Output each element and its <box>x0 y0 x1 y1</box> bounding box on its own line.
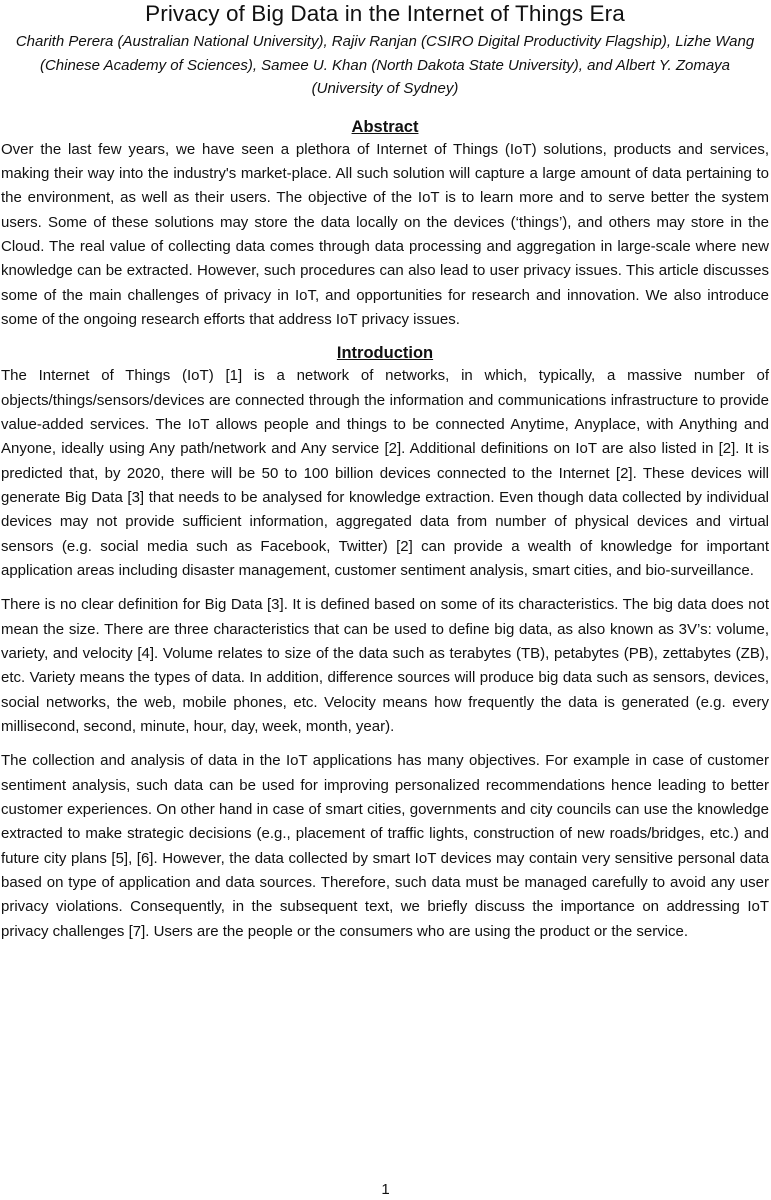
introduction-heading: Introduction <box>336 344 434 363</box>
page-number: 1 <box>381 1181 390 1198</box>
intro-paragraph-1: The Internet of Things (IoT) [1] is a network of networks, in which, typically, a massive number of objects/things/sensors/devices are connected through the information and communications infrastructure to provide value-added services. The IoT allows people and things to be connected Anytime, Anyplace, with Anything and Anyone, ideally using Any path/network and Any service [2]. Additional definitions on IoT are also listed in [2]. It is predicted that, by 2020, there will be 50 to 100 billion devices connected to the Internet [2]. These devices will generate Big Data [3] that needs to be analysed for knowledge extraction. Even though data collected by individual devices may not provide sufficient information, aggregated data from number of physical devices and virtual sensors (e.g. social media such as Facebook, Twitter) [2] can provide a wealth of knowledge for important application areas including disaster management, customer sentiment analysis, smart cities, and bio-surveillance. <box>1 367 769 579</box>
abstract-paragraph: Over the last few years, we have seen a plethora of Internet of Things (IoT) solutions, products and services, making their way into the industry's market-place. All such solution will capture a large amount of data pertaining to the environment, as well as their users. The objective of the IoT is to learn more and to serve better the system users. Some of these solutions may store the data locally on the devices (‘things’), and others may store in the Cloud. The real value of collecting data comes through data processing and aggregation in large-scale where new knowledge can be extracted. However, such procedures can also lead to user privacy issues. This article discusses some of the main challenges of privacy in IoT, and opportunities for research and innovation. We also introduce some of the ongoing research efforts that address IoT privacy issues. <box>1 140 769 328</box>
paper-title: Privacy of Big Data in the Internet of Things Era <box>145 1 625 26</box>
abstract-heading: Abstract <box>351 117 419 136</box>
intro-paragraph-2: There is no clear definition for Big Data [3]. It is defined based on some of its characteristics. The big data does not mean the size. There are three characteristics that can be used to define big data, as also known as 3V’s: volume, variety, and velocity [4]. Volume relates to size of the data such as terabytes (TB), petabytes (PB), zettabytes (ZB), etc. Variety means the types of data. In addition, difference sources will produce big data such as sensors, devices, social networks, the web, mobile phones, etc. Velocity means how frequently the data is generated (e.g. every millisecond, second, minute, hour, day, week, month, year). <box>1 596 769 736</box>
intro-paragraph-3: The collection and analysis of data in the IoT applications has many objectives. For example in case of customer sentiment analysis, such data can be used for improving personalized recommendations hence leading to better customer experiences. On other hand in case of smart cities, governments and city councils can use the knowledge extracted to make strategic decisions (e.g., placement of traffic lights, construction of new roads/bridges, etc.) and future city plans [5], [6]. However, the data collected by smart IoT devices may contain very sensitive personal data based on type of application and data sources. Therefore, such data must be managed carefully to avoid any user privacy violations. Consequently, in the subsequent text, we briefly discuss the importance on addressing IoT privacy challenges [7]. Users are the people or the consumers who are using the product or the service. <box>1 752 769 940</box>
author-list: Charith Perera (Australian National University), Rajiv Ranjan (CSIRO Digital Productivity Flagship), Lizhe Wang (Chinese Academy of Sciences), Samee U. Khan (North Dakota State University), and Albert Y. Zomaya (University of Sydney) <box>15 33 755 97</box>
